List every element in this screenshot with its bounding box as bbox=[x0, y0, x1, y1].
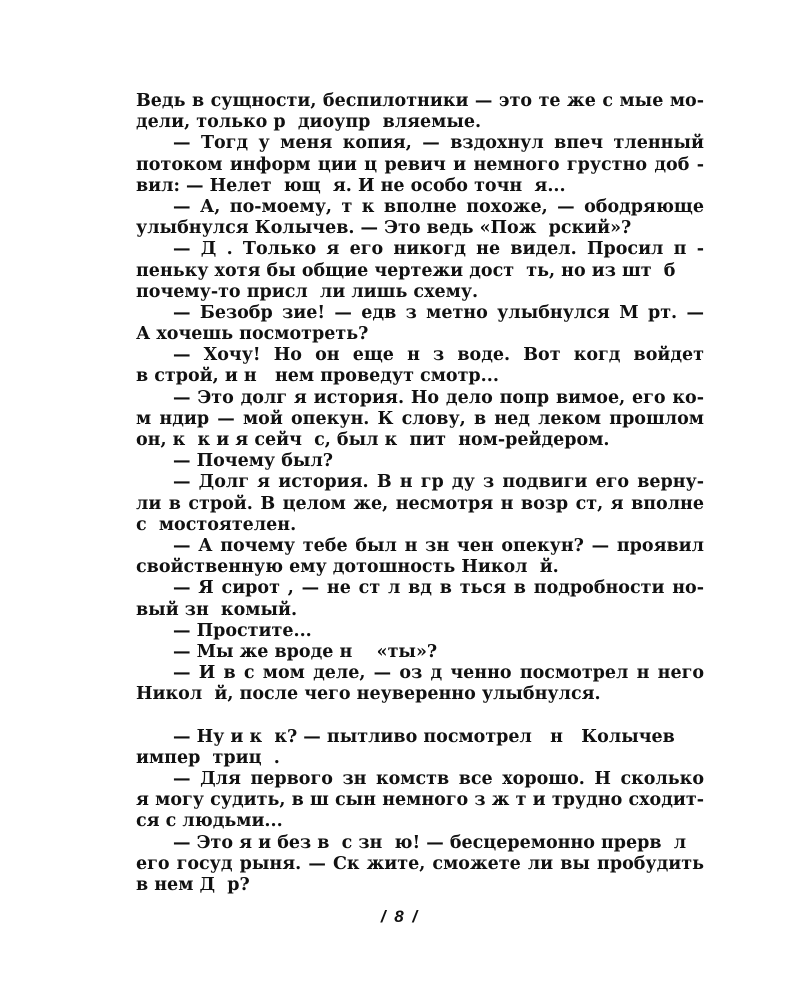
text-line: почему-то присл ли лишь схему. bbox=[136, 281, 479, 302]
text-line: импер триц . bbox=[136, 747, 280, 768]
text-line: потоком информ ции ц ревич и немного грустно доб - bbox=[136, 154, 704, 175]
text-line: пеньку хотя бы общие чертежи дост ть, но из шт б bbox=[136, 260, 676, 281]
text-line: м ндир — мой опекун. К слову, в нед леком прошлом bbox=[136, 408, 704, 429]
text-line: вил: — Нелет ющ я. И не особо точн я... bbox=[136, 175, 566, 196]
text-line: — И в с мом деле, — оз д ченно посмотрел н него bbox=[173, 663, 704, 684]
text-line: — Мы же вроде н «ты»? bbox=[173, 641, 438, 662]
text-line: — А, по-моему, т к вполне похоже, — ободряюще bbox=[173, 196, 704, 217]
text-line: — Почему был? bbox=[173, 451, 334, 472]
text-line: он, к к и я сейч с, был к пит ном-рейдером. bbox=[136, 430, 610, 450]
text-line: в строй, и н нем проведут смотр... bbox=[136, 366, 499, 387]
text-line: А хочешь посмотреть? bbox=[136, 324, 369, 345]
text-line: Ведь в сущности, беспилотники — это те же с мые мо- bbox=[136, 91, 704, 111]
text-line: — Безобр зие! — едв з метно улыбнулся М рт. — bbox=[173, 302, 704, 323]
text-line: дели, только р диоупр вляемые. bbox=[136, 112, 482, 133]
text-line: — Ну и к к? — пытливо посмотрел н Колычев bbox=[173, 726, 675, 747]
text-line: Никол й, после чего неуверенно улыбнулся. bbox=[136, 684, 601, 705]
page-number: / 8 / bbox=[380, 907, 420, 926]
text-line: — Это долг я история. Но дело попр вимое, его ко- bbox=[173, 387, 704, 408]
text-line: улыбнулся Колычев. — Это ведь «Пож рский»? bbox=[136, 218, 632, 239]
text-line: — Хочу! Но он еще н з воде. Вот когд войдет bbox=[173, 345, 704, 366]
text-line: его госуд рыня. — Ск жите, сможете ли вы пробудить bbox=[136, 853, 704, 874]
text-line: — Долг я история. В н гр ду з подвиги его верну- bbox=[173, 472, 704, 493]
text-line: — Тогд у меня копия, — вздохнул впеч тленный bbox=[173, 133, 704, 154]
text-line: — Д . Только я его никогд не видел. Просил п - bbox=[173, 239, 704, 260]
text-line: с мостоятелен. bbox=[136, 514, 297, 535]
text-line: вый зн комый. bbox=[136, 599, 298, 620]
text-line: — Это я и без в с зн ю! — бесцеремонно прерв л bbox=[173, 832, 687, 853]
blank-line bbox=[136, 705, 704, 726]
body-text bbox=[136, 91, 704, 896]
text-line: я могу судить, в ш сын немного з ж т и трудно сходит- bbox=[136, 790, 704, 811]
text-line: ся с людьми... bbox=[136, 811, 283, 832]
text-line: ли в строй. В целом же, несмотря н возр ст, я вполне bbox=[136, 493, 704, 514]
text-line: свойственную ему дотошность Никол й. bbox=[136, 557, 559, 578]
text-line: в нем Д р? bbox=[136, 874, 250, 895]
text-line: — Для первого зн комств все хорошо. Н сколько bbox=[173, 769, 704, 789]
text-line: — Простите... bbox=[173, 620, 312, 641]
text-line: — Я сирот , — не ст л вд в ться в подробности но- bbox=[173, 578, 704, 599]
text-line: — А почему тебе был н зн чен опекун? — проявил bbox=[173, 535, 704, 556]
